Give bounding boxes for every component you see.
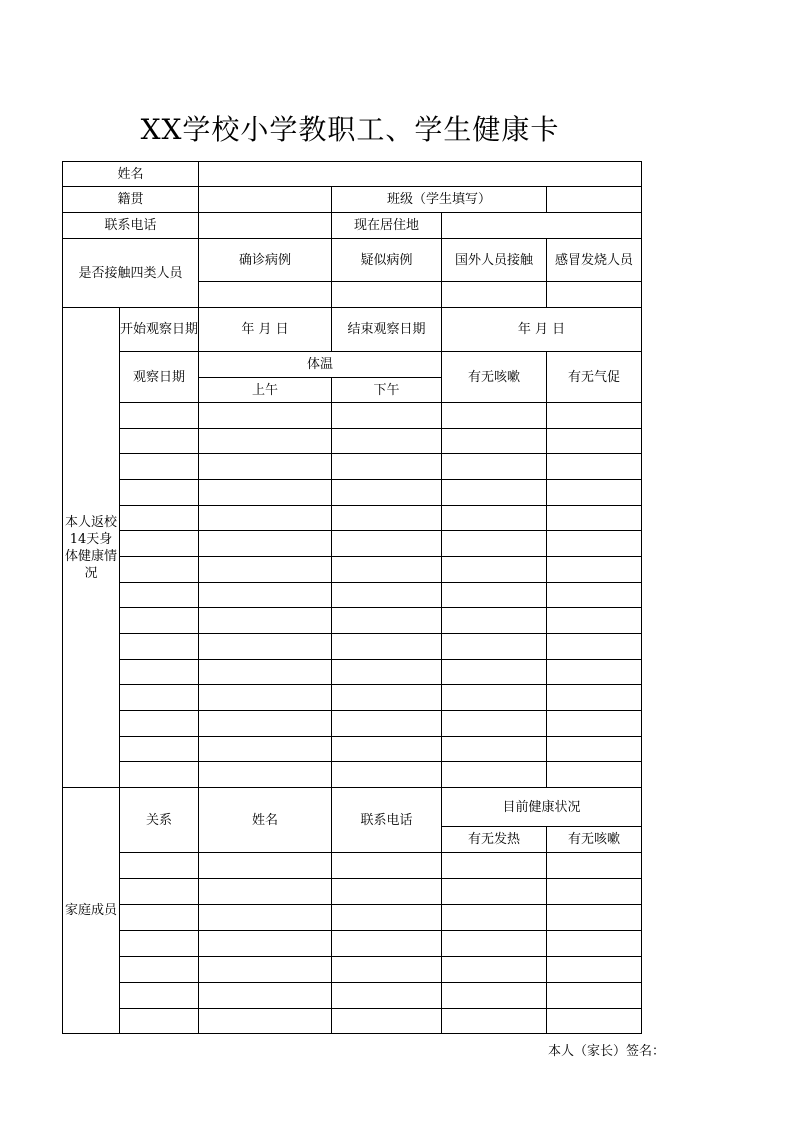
observation-cough-cell[interactable] [441,684,547,711]
family-cough-cell[interactable] [546,930,642,957]
observation-breath-cell[interactable] [546,582,642,609]
observation-cough-cell[interactable] [441,505,547,532]
observation-morning-cell[interactable] [198,607,332,634]
family-phone-cell[interactable] [331,852,442,879]
family-fever-cell[interactable] [441,982,547,1009]
observation-morning-cell[interactable] [198,556,332,583]
family-fever-cell[interactable] [441,878,547,905]
observation-morning-cell[interactable] [198,582,332,609]
observation-date-cell[interactable] [119,710,199,737]
observation-breath-cell[interactable] [546,659,642,686]
page-title: XX学校小学教职工、学生健康卡 [140,113,560,146]
observation-cough-cell[interactable] [441,761,547,788]
observation-afternoon-cell[interactable] [331,659,442,686]
contact-type-fever: 感冒发烧人员 [546,238,642,282]
origin-label: 籍贯 [62,186,199,213]
family-phone-header: 联系电话 [331,787,442,853]
observation-cough-cell[interactable] [441,453,547,480]
family-phone-cell[interactable] [331,904,442,931]
family-section-label: 家庭成员 [62,787,120,1034]
observation-afternoon-cell[interactable] [331,505,442,532]
address-input[interactable] [441,212,642,239]
observation-cough-cell[interactable] [441,710,547,737]
family-cough-cell[interactable] [546,878,642,905]
observation-date-cell[interactable] [119,530,199,557]
signature-label: 本人（家长）签名： [548,1044,666,1059]
observation-morning-cell[interactable] [198,505,332,532]
observation-afternoon-cell[interactable] [331,530,442,557]
observation-date-cell[interactable] [119,505,199,532]
observation-morning-cell[interactable] [198,736,332,763]
morning-header: 上午 [198,377,332,403]
observation-morning-cell[interactable] [198,710,332,737]
cough-header: 有无咳嗽 [441,351,547,403]
observation-afternoon-cell[interactable] [331,428,442,455]
family-fever-cell[interactable] [441,904,547,931]
family-cough-cell[interactable] [546,904,642,931]
observation-date-cell[interactable] [119,761,199,788]
observation-cough-cell[interactable] [441,479,547,506]
observation-morning-cell[interactable] [198,402,332,429]
observation-date-cell[interactable] [119,556,199,583]
observation-date-cell[interactable] [119,428,199,455]
observation-afternoon-cell[interactable] [331,582,442,609]
observation-cough-cell[interactable] [441,659,547,686]
contact-answer-suspected[interactable] [331,281,442,308]
observation-breath-cell[interactable] [546,761,642,788]
observation-cough-cell[interactable] [441,556,547,583]
observation-date-cell[interactable] [119,633,199,660]
observation-afternoon-cell[interactable] [331,479,442,506]
observation-date-cell[interactable] [119,684,199,711]
family-fever-cell[interactable] [441,930,547,957]
family-fever-cell[interactable] [441,1008,547,1034]
observation-afternoon-cell[interactable] [331,402,442,429]
observation-date-cell[interactable] [119,659,199,686]
observation-morning-cell[interactable] [198,453,332,480]
observation-afternoon-cell[interactable] [331,607,442,634]
observation-breath-cell[interactable] [546,556,642,583]
family-phone-cell[interactable] [331,878,442,905]
family-relation-cell[interactable] [119,982,199,1009]
class-label: 班级（学生填写） [331,186,547,213]
family-fever-cell[interactable] [441,852,547,879]
observation-morning-cell[interactable] [198,684,332,711]
observation-morning-cell[interactable] [198,633,332,660]
observation-breath-cell[interactable] [546,479,642,506]
family-name-cell[interactable] [198,956,332,983]
family-name-cell[interactable] [198,904,332,931]
end-date-value[interactable]: 年 月 日 [441,307,642,352]
observation-afternoon-cell[interactable] [331,633,442,660]
observation-breath-cell[interactable] [546,710,642,737]
observation-morning-cell[interactable] [198,761,332,788]
family-relation-header: 关系 [119,787,199,853]
observation-afternoon-cell[interactable] [331,736,442,763]
phone-input[interactable] [198,212,332,239]
end-date-label: 结束观察日期 [331,307,442,352]
family-phone-cell[interactable] [331,930,442,957]
family-cough-cell[interactable] [546,982,642,1009]
afternoon-header: 下午 [331,377,442,403]
family-phone-cell[interactable] [331,956,442,983]
family-name-cell[interactable] [198,1008,332,1034]
observation-breath-cell[interactable] [546,530,642,557]
family-name-cell[interactable] [198,982,332,1009]
contact-answer-confirmed[interactable] [198,281,332,308]
observation-date-header: 观察日期 [119,351,199,403]
family-fever-header: 有无发热 [441,826,547,853]
family-cough-cell[interactable] [546,1008,642,1034]
observation-morning-cell[interactable] [198,530,332,557]
family-relation-cell[interactable] [119,852,199,879]
observation-breath-cell[interactable] [546,402,642,429]
temperature-header: 体温 [198,351,442,378]
family-relation-cell[interactable] [119,956,199,983]
observation-cough-cell[interactable] [441,607,547,634]
health-card-table [63,162,643,1035]
contact-type-overseas: 国外人员接触 [441,238,547,282]
observation-date-cell[interactable] [119,736,199,763]
observation-breath-cell[interactable] [546,736,642,763]
start-date-label: 开始观察日期 [119,307,199,352]
address-label: 现在居住地 [331,212,442,239]
observation-cough-cell[interactable] [441,530,547,557]
shortness-of-breath-header: 有无气促 [546,351,642,403]
observation-cough-cell[interactable] [441,736,547,763]
observation-breath-cell[interactable] [546,505,642,532]
family-cough-cell[interactable] [546,956,642,983]
family-name-cell[interactable] [198,930,332,957]
observation-breath-cell[interactable] [546,633,642,660]
observation-date-cell[interactable] [119,607,199,634]
class-input[interactable] [546,186,642,213]
observation-breath-cell[interactable] [546,453,642,480]
contact-answer-overseas[interactable] [441,281,547,308]
name-label: 姓名 [62,161,199,187]
observation-afternoon-cell[interactable] [331,684,442,711]
observation-breath-cell[interactable] [546,684,642,711]
observation-cough-cell[interactable] [441,633,547,660]
observation-morning-cell[interactable] [198,659,332,686]
family-name-header: 姓名 [198,787,332,853]
observation-cough-cell[interactable] [441,428,547,455]
family-name-cell[interactable] [198,852,332,879]
start-date-value[interactable]: 年 月 日 [198,307,332,352]
family-relation-cell[interactable] [119,904,199,931]
family-phone-cell[interactable] [331,982,442,1009]
observation-breath-cell[interactable] [546,607,642,634]
family-relation-cell[interactable] [119,878,199,905]
observation-date-cell[interactable] [119,582,199,609]
observation-date-cell[interactable] [119,402,199,429]
family-health-header: 目前健康状况 [441,787,642,827]
observation-afternoon-cell[interactable] [331,710,442,737]
family-relation-cell[interactable] [119,1008,199,1034]
family-relation-cell[interactable] [119,930,199,957]
contact-answer-fever[interactable] [546,281,642,308]
observation-afternoon-cell[interactable] [331,556,442,583]
observation-cough-cell[interactable] [441,582,547,609]
origin-input[interactable] [198,186,332,213]
family-name-cell[interactable] [198,878,332,905]
observation-date-cell[interactable] [119,453,199,480]
observation-afternoon-cell[interactable] [331,453,442,480]
family-cough-cell[interactable] [546,852,642,879]
observation-cough-cell[interactable] [441,402,547,429]
family-phone-cell[interactable] [331,1008,442,1034]
phone-label: 联系电话 [62,212,199,239]
observation-date-cell[interactable] [119,479,199,506]
family-cough-header: 有无咳嗽 [546,826,642,853]
contact-type-confirmed: 确诊病例 [198,238,332,282]
observation-breath-cell[interactable] [546,428,642,455]
observation-morning-cell[interactable] [198,428,332,455]
contact-question-label: 是否接触四类人员 [62,238,199,308]
name-input[interactable] [198,161,642,187]
observation-morning-cell[interactable] [198,479,332,506]
contact-type-suspected: 疑似病例 [331,238,442,282]
observation-section-label: 本人返校14天身体健康情况 [62,307,120,788]
observation-afternoon-cell[interactable] [331,761,442,788]
family-fever-cell[interactable] [441,956,547,983]
